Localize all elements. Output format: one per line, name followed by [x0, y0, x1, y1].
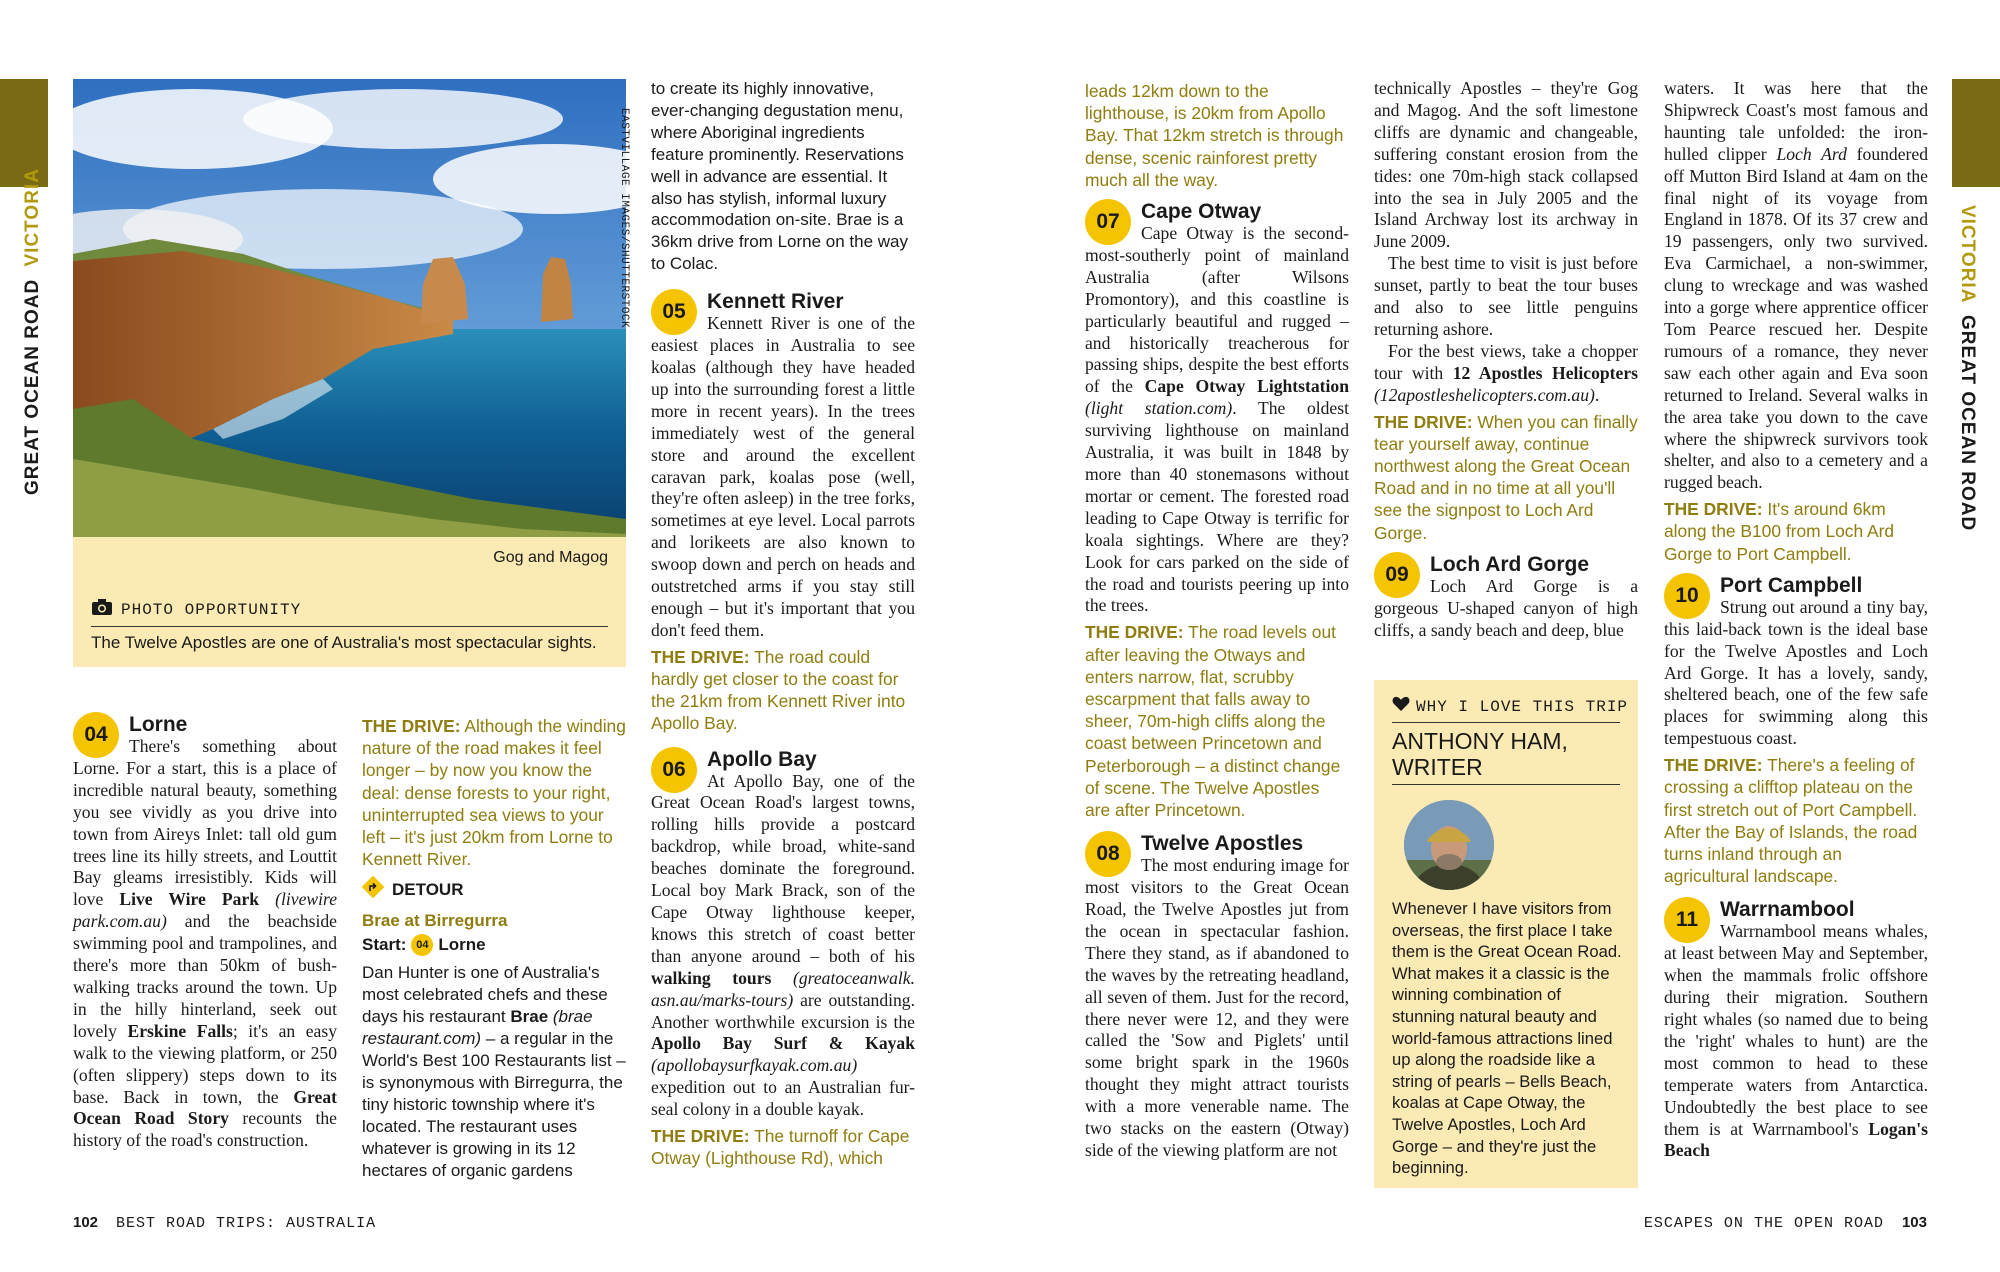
stop-title: Cape Otway: [1141, 200, 1262, 224]
photo-opportunity-label: PHOTO OPPORTUNITY: [121, 601, 302, 619]
heart-icon: [1392, 696, 1410, 717]
detour-body: Dan Hunter is one of Australia's most celebrated chefs and these days his restaurant Brae (brae restaurant.com) – a regular in the World's Best 100 Restaurants list – is synonymous with Birregurra, the tiny historic township where it's located. The restaurant uses whatever is growing in its 12 hectares of organic gardens: [362, 963, 626, 1180]
stop-number-badge: 08: [1085, 831, 1131, 877]
detour-continued: to create its highly innovative, ever-changing degustation menu, where Aboriginal ingredients feature prominently. Reservations well in advance are essential. It also has stylish, informal luxury accommodation on-site. Brae is a 36km drive from Lorne on the way to Colac.: [651, 79, 909, 274]
stop-10-body: Strung out around a tiny bay, this laid-back town is the ideal base for the Twelve Apostles and Loch Ard Gorge. It has a lovely, sandy, sheltered beach, one of the few safe places for swimming along this tempestuous coast.: [1664, 596, 1928, 749]
stop-11-body: Warrnambool means whales, at least between May and September, when the mammals frolic offshore during their migration. Southern right whales (so named due to being the 'right' whales to hunt) are the most common to head to these temperate waters from Antarctica. Undoubtedly the best place to see them is at Warrnambool's Logan's Beach: [1664, 921, 1928, 1161]
footer-left: [73, 1214, 376, 1232]
stop-title: Port Campbell: [1720, 573, 1863, 597]
page-number-right: 103: [1901, 1214, 1927, 1231]
detour-icon: [362, 876, 384, 903]
camera-icon: [91, 599, 113, 621]
drive-07: THE DRIVE: The road levels out after leaving the Otways and enters narrow, flat, scrubby escarpment that falls away to sheer, 70m-high cliffs along the coast between Princetown and Peterborough – a distinct change of scene. The Twelve Apostles are after Princetown.: [1085, 622, 1341, 820]
detour-start: Start: 04 Lorne: [362, 935, 486, 955]
stop-title: Lorne: [129, 713, 188, 736]
photo-caption-box: [73, 537, 626, 667]
stop-title: Loch Ard Gorge: [1430, 552, 1590, 576]
photo-opportunity-text: The Twelve Apostles are one of Australia's most spectacular sights.: [91, 633, 597, 652]
stop-09-continued: waters. It was here that the Shipwreck Coast's most famous and haunting tale unfolded: the iron-hulled clipper Loch Ard foundered off Mutton Bird Island at 4am on the final night of its voyage from England in 1878. Of its 37 crew and 19 passengers, only two survived. Eva Carmichael, a non-swimmer, clung to wreckage and was washed into a gorge where apprentice officer Tom Pearce rescued her. Despite rumours of a romance, they never saw each other again and Eva soon returned to Ireland. Several walks in the area take you down to the cave where the shipwreck survivors took shelter, and also to a cemetery and a rugged beach.: [1664, 78, 1929, 493]
author-avatar: [1404, 800, 1494, 890]
stop-number-badge: 09: [1374, 552, 1420, 598]
stop-number-badge: 06: [651, 747, 697, 793]
drive-06: THE DRIVE: The turnoff for Cape Otway (Lighthouse Rd), which: [651, 1126, 910, 1169]
photo-opportunity-header: [91, 599, 301, 621]
stop-number-badge: 04: [73, 712, 119, 758]
footer-title-left: BEST ROAD TRIPS: AUSTRALIA: [116, 1215, 377, 1232]
stop-number-badge: 05: [651, 289, 697, 335]
stop-number-badge: 11: [1664, 897, 1710, 943]
detour-start-badge: 04: [411, 934, 433, 956]
drive-09: THE DRIVE: It's around 6km along the B100 from Loch Ard Gorge to Port Campbell.: [1664, 499, 1895, 564]
why-love-header: [1392, 696, 1628, 717]
stop-number-badge: 07: [1085, 199, 1131, 245]
column-5: [1374, 78, 1638, 642]
stop-06-body: At Apollo Bay, one of the Great Ocean Road's largest towns, rolling hills provide a postcard backdrop, while broad, white-sand beaches dominate the foreground. Local boy Mark Brack, son of the Cape Otway lighthouse keeper, knows this stretch of coast better than anyone around – both of his walking tours (greatoceanwalk. asn.au/marks-tours) are outstanding. Another worthwhile excursion is the Apollo Bay Surf & Kayak (apollobaysurfkayak.com.au) expedition out to an Australian fur-seal colony in a double kayak.: [651, 770, 915, 1120]
right-side-tab: [1952, 79, 2000, 187]
detour-title: Brae at Birregurra: [362, 911, 508, 931]
stop-09-body: Loch Ard Gorge is a gorgeous U-shaped canyon of high cliffs, a sandy beach and deep, blue: [1374, 575, 1638, 640]
photo-credit: EASTVILLAGE IMAGES/SHUTTERSTOCK: [618, 108, 630, 329]
column-6: [1664, 78, 1928, 1162]
why-love-rule-top: [1392, 722, 1620, 723]
why-love-text: Whenever I have visitors from overseas, the first place I take them is the Great Ocean Road. What makes it a classic is the winning combination of stunning natural beauty and world-famous attractions lined up along the roadside like a string of pearls – Bells Beach, koalas at Cape Otway, the Twelve Apostles, Loch Ard Gorge – and they're just the beginning.: [1392, 899, 1622, 1178]
column-2: [362, 715, 626, 1181]
page-number-left: 102: [73, 1214, 99, 1231]
column-3: [651, 78, 915, 1169]
left-side-label: GREAT OCEAN ROAD VICTORIA: [22, 168, 43, 495]
footer-right: [1644, 1214, 1927, 1232]
photo: [73, 79, 626, 537]
why-love-label: WHY I LOVE THIS TRIP: [1416, 697, 1629, 716]
stop-04-body: There's something about Lorne. For a start, this is a place of incredible natural beauty, something you see vividly as you drive into town from Aireys Inlet: tall old gum trees line its hilly streets, and Louttit Bay gleams irresistibly. Kids will love Live Wire Park (livewire park.com.au) and the beachside swimming pool and trampolines, and there's more than 50km of bush-walking tracks around the town. Up in the hilly hinterland, seek out lovely Erskine Falls; it's an easy walk to the viewing platform, or 250 (often slippery) steps down to its base. Back in town, the Great Ocean Road Story recounts the history of the road's construction.: [73, 736, 338, 1151]
why-love-rule-bottom: [1392, 784, 1620, 785]
right-side-label: VICTORIA GREAT OCEAN ROAD: [1957, 205, 1978, 532]
detour-label: DETOUR: [392, 879, 464, 899]
why-love-box: [1374, 680, 1638, 1188]
drive-08: THE DRIVE: When you can finally tear yourself away, continue northwest along the Great Ocean Road and in no time at all you'll see the signpost to Loch Ard Gorge.: [1374, 411, 1638, 543]
photo-caption: Gog and Magog: [493, 549, 608, 566]
twelve-apostles-photo: [73, 79, 626, 537]
stop-08-body: The most enduring image for most visitors to the Great Ocean Road, the Twelve Apostles jut from the ocean in spectacular fashion. There they stand, as if abandoned to the waves by the retreating headland, all seven of them. Just for the record, there never were 12, and they were called the 'Sow and Piglets' until some bright spark in the 1960s thought they might attract tourists with a more venerable name. The two stacks on the eastern (Otway) side of the viewing platform are not: [1085, 855, 1349, 1160]
stop-title: Kennett River: [707, 290, 844, 314]
stop-05-body: Kennett River is one of the easiest places in Australia to see koalas (although they have headed up into the surrounding forest a little more in recent years). In the trees immediately west of the general store and around the excellent caravan park, koalas pose (well, they're often asleep) in the tree forks, sometimes at eye level. Local parrots and lorikeets are also known to swoop down and perch on heads and outstretched arms if you stay still enough – but it's important that you don't feed them.: [651, 313, 915, 640]
stop-title: Apollo Bay: [707, 747, 817, 771]
drive-10: THE DRIVE: There's a feeling of crossing a clifftop plateau on the first stretch out of Port Campbell. After the Bay of Islands, the road turns inland through an agricultural landscape.: [1664, 755, 1918, 887]
stop-08-continued: technically Apostles – they're Gog and Magog. And the soft limestone cliffs are dynamic and changeable, suffering constant erosion from the tides: one 70m-high stack collapsed into the sea in July 2005 and the Island Archway lost its archway in June 2009. The best time to visit is just before sunset, partly to beat the tour buses and also to see little penguins returning ashore. For the best views, take a chopper tour with 12 Apostles Helicopters (12apostleshelicopters.com.au).: [1374, 78, 1638, 405]
footer-title-right: ESCAPES ON THE OPEN ROAD: [1643, 1215, 1884, 1232]
column-4: [1085, 80, 1349, 1162]
drive-06-continued: leads 12km down to the lighthouse, is 20km from Apollo Bay. That 12km stretch is through dense, scenic rainforest pretty much all the way.: [1085, 81, 1344, 190]
photo-caption-rule: [91, 626, 608, 627]
why-love-author: ANTHONY HAM, WRITER: [1392, 728, 1568, 780]
stop-title: Twelve Apostles: [1141, 832, 1304, 856]
stop-number-badge: 10: [1664, 573, 1710, 619]
drive-04: THE DRIVE: Although the winding nature of the road makes it feel longer – by now you know the deal: dense forests to your right, uninterrupted sea views to your left – it's just 20km from Lorne to Kennett River.: [362, 716, 626, 870]
column-1: [73, 700, 337, 1152]
detour-header: [362, 876, 626, 903]
stop-07-body: Cape Otway is the second-most-southerly point of mainland Australia (after Wilsons Promontory), and this coastline is particularly beautiful and rugged – and historically treacherous for passing ships, despite the best efforts of the Cape Otway Lightstation (light station.com). The oldest surviving lighthouse on mainland Australia, it was built in 1848 by more than 40 stonemasons without mortar or cement. The forested road leading to Cape Otway is terrific for koala sightings. Where are they? Look for cars parked on the side of the road and tourists peering up into the trees.: [1085, 223, 1349, 616]
drive-05: THE DRIVE: The road could hardly get closer to the coast for the 21km from Kennett River into Apollo Bay.: [651, 646, 906, 734]
stop-title: Warrnambool: [1720, 898, 1855, 922]
